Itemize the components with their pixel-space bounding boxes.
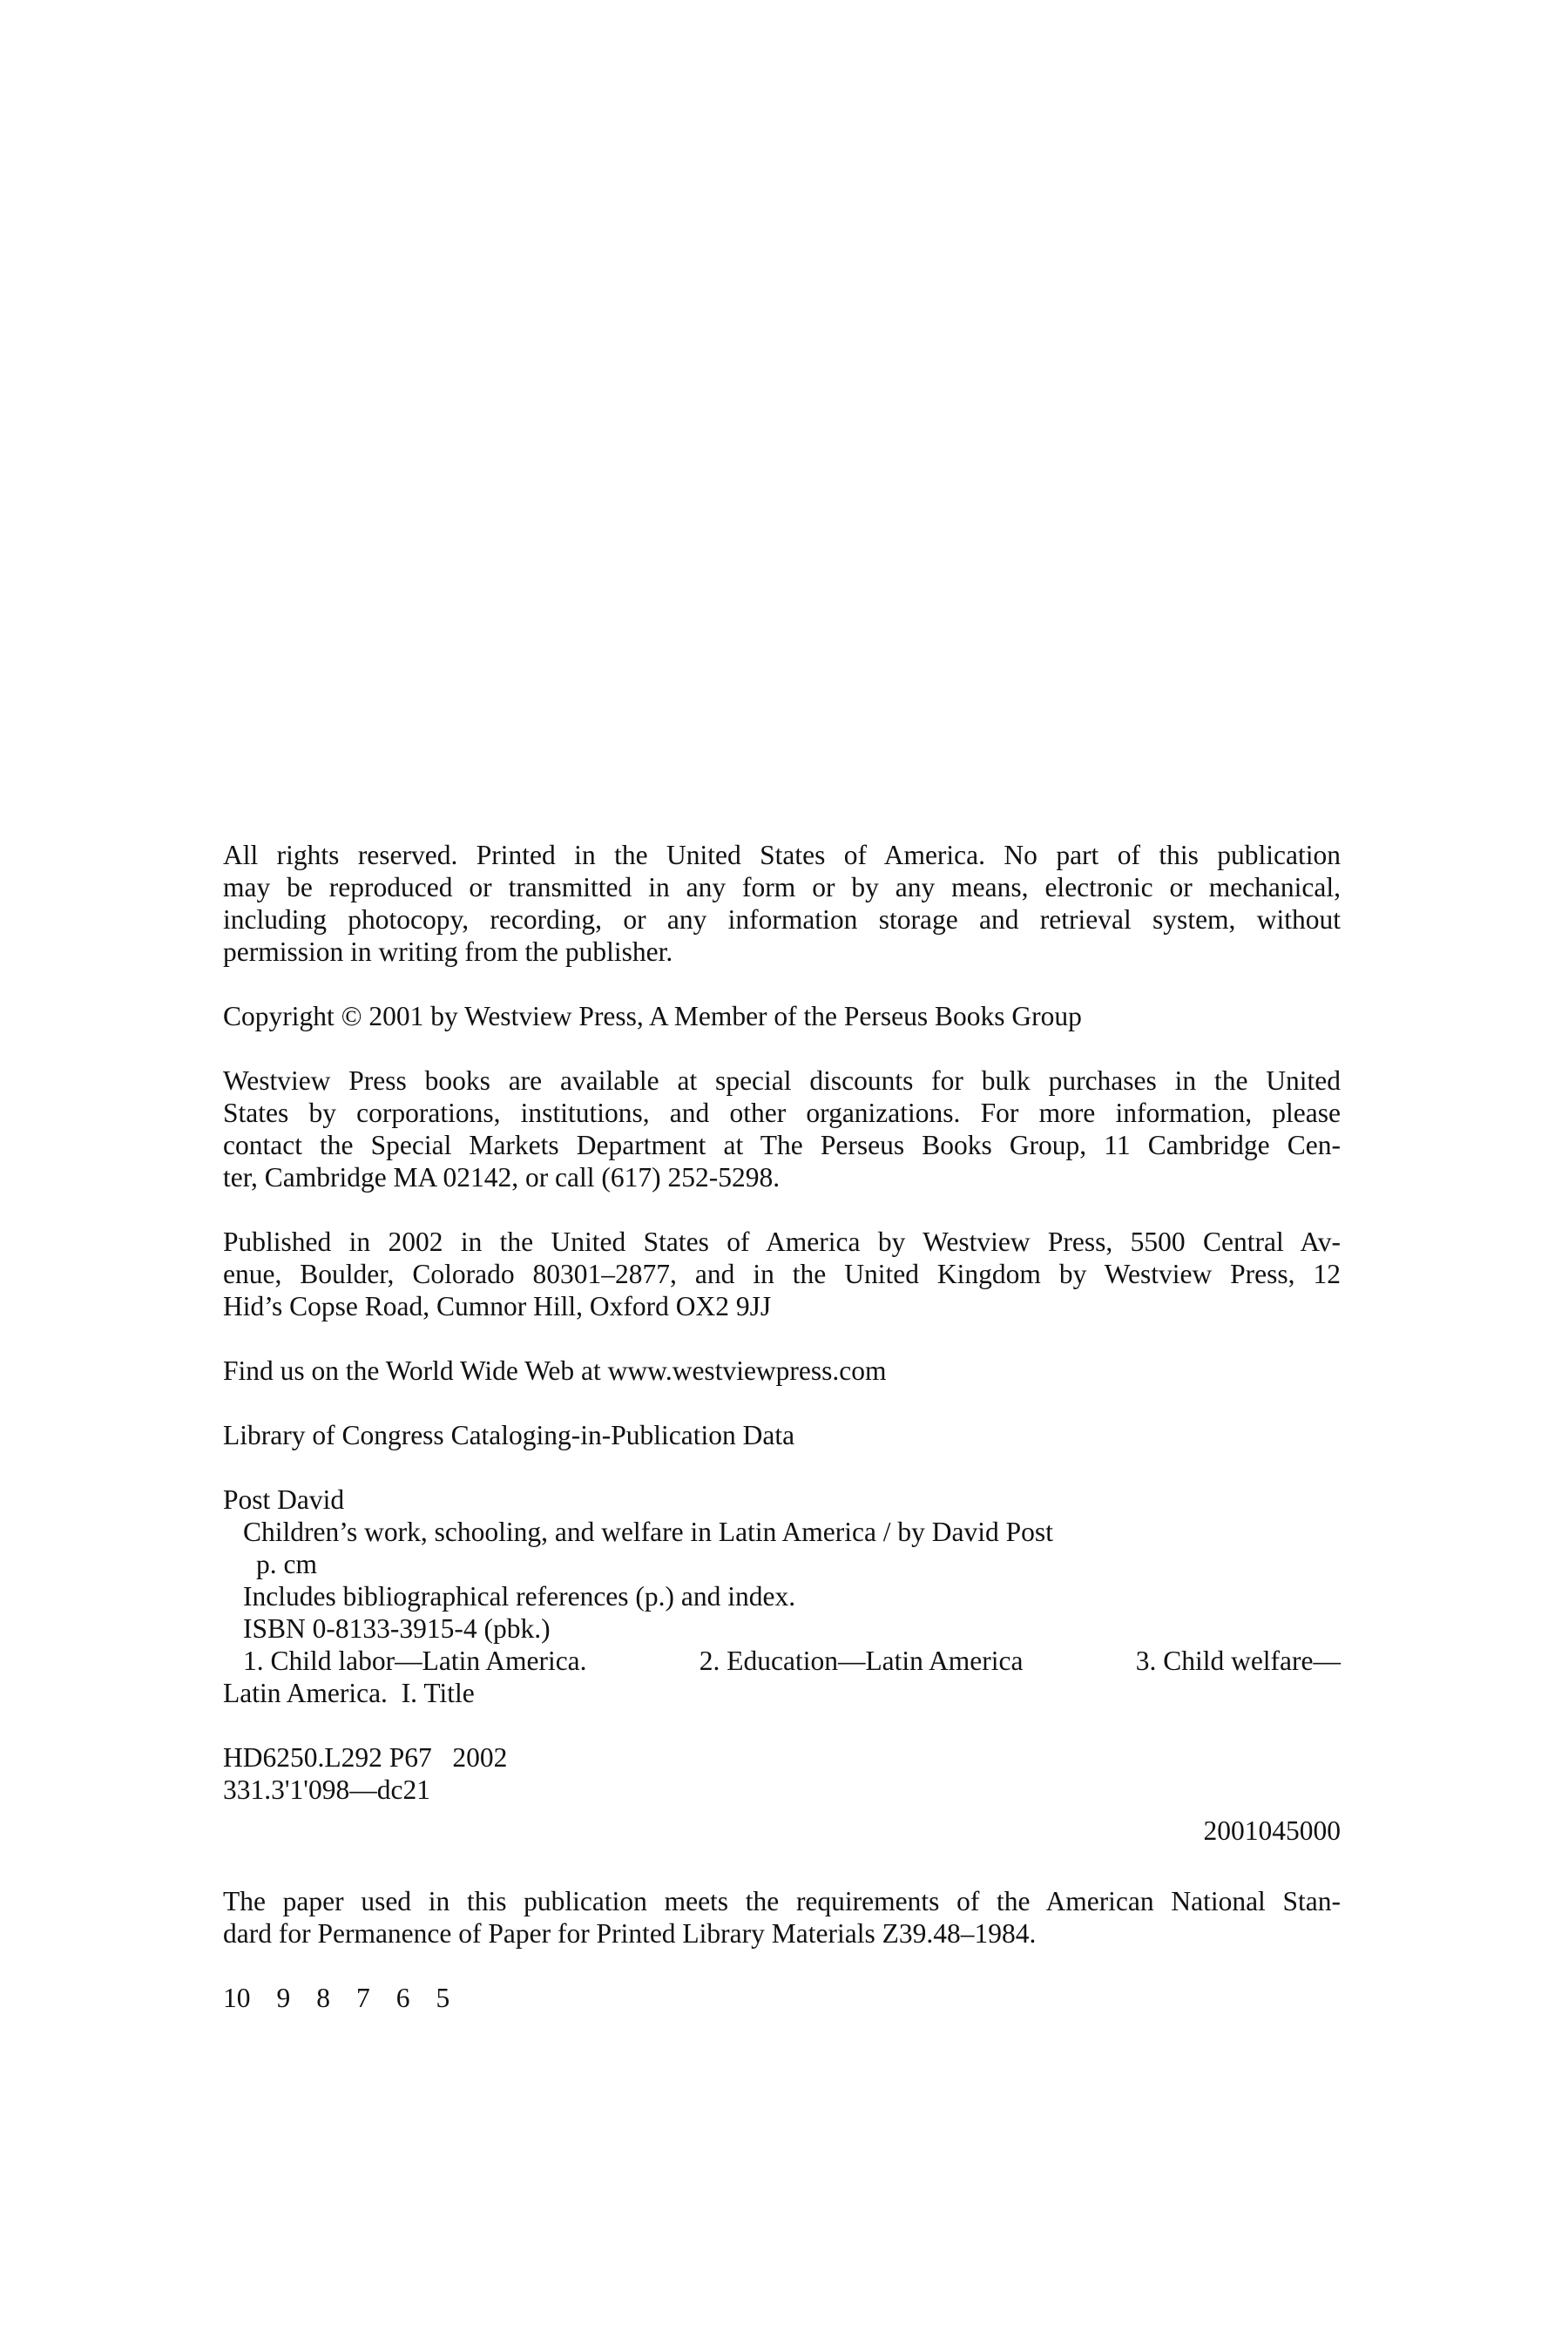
published-line: Hid’s Copse Road, Cumnor Hill, Oxford OX2 9JJ: [223, 1291, 772, 1321]
cip-pages: p. cm: [256, 1549, 317, 1579]
lc-classification: [223, 1741, 1341, 1774]
lc-class-number: HD6250.L292 P67: [223, 1742, 432, 1773]
web-address: [223, 1355, 1341, 1387]
cip-subjects: [223, 1645, 1341, 1677]
cip-isbn: ISBN 0-8133-3915-4 (pbk.): [243, 1613, 551, 1644]
copyright-page: [223, 839, 1341, 2014]
cip-subject-3-continued: [223, 1677, 1341, 1709]
published-paragraph: [223, 1226, 1341, 1322]
cip-subject-3: 3. Child welfare—: [1135, 1646, 1341, 1676]
printing-number: 10: [223, 1983, 251, 2013]
paper-permanence-paragraph: [223, 1885, 1341, 1950]
special-markets-line: States by corporations, institutions, and other organizations. For more information, please: [223, 1098, 1341, 1128]
printing-number: 6: [395, 1983, 410, 2013]
classification-block: [223, 1741, 1341, 1847]
cip-subject-2: 2. Education—Latin America: [699, 1646, 1024, 1676]
printing-number: 8: [316, 1983, 330, 2013]
web-line: Find us on the World Wide Web at www.westviewpress.com: [223, 1355, 887, 1386]
special-markets-line: contact the Special Markets Department at The Perseus Books Group, 11 Cambridge Cen-: [223, 1130, 1341, 1160]
special-markets-line: ter, Cambridge MA 02142, or call (617) 252-5298.: [223, 1162, 781, 1193]
paper-line: The paper used in this publication meets the requirements of the American National Stan-: [223, 1886, 1341, 1916]
copyright-notice: [223, 1000, 1341, 1032]
rights-paragraph: [223, 839, 1341, 968]
printing-number: 9: [276, 1983, 291, 2013]
printing-line: [223, 1982, 1341, 2014]
lccn-number: 2001045000: [1203, 1815, 1341, 1846]
rights-line: All rights reserved. Printed in the United States of America. No part of this publication: [223, 840, 1341, 870]
cip-heading-text: Library of Congress Cataloging-in-Publication Data: [223, 1420, 795, 1450]
copyright-line: Copyright © 2001 by Westview Press, A Member of the Perseus Books Group: [223, 1001, 1082, 1031]
special-markets-line: Westview Press books are available at special discounts for bulk purchases in the United: [223, 1065, 1341, 1096]
cip-subject-1: 1. Child labor—Latin America.: [243, 1646, 587, 1676]
cip-title-entry: I. Title: [401, 1678, 475, 1708]
published-line: enue, Boulder, Colorado 80301–2877, and in the United Kingdom by Westview Press, 12: [223, 1259, 1341, 1289]
cip-bibliography: Includes bibliographical references (p.) and index.: [243, 1581, 796, 1612]
cip-author: Post David: [223, 1484, 345, 1515]
published-line: Published in 2002 in the United States of America by Westview Press, 5500 Central Av-: [223, 1227, 1341, 1257]
cip-record: [223, 1484, 1341, 1709]
printing-number: 7: [356, 1983, 370, 2013]
lc-year: 2002: [452, 1742, 508, 1773]
cip-subject-3-cont: Latin America.: [223, 1678, 388, 1708]
rights-line: may be reproduced or transmitted in any form or by any means, electronic or mechanical,: [223, 872, 1341, 902]
rights-line: permission in writing from the publisher.: [223, 936, 673, 967]
dewey-classification: 331.3'1'098—dc21: [223, 1774, 430, 1805]
rights-line: including photocopy, recording, or any information storage and retrieval system, without: [223, 904, 1341, 935]
printing-number: 5: [436, 1983, 450, 2013]
cip-title: Children’s work, schooling, and welfare in Latin America / by David Post: [243, 1517, 1053, 1547]
cip-heading: [223, 1419, 1341, 1451]
special-markets-paragraph: [223, 1064, 1341, 1193]
paper-line: dard for Permanence of Paper for Printed Library Materials Z39.48–1984.: [223, 1918, 1037, 1949]
